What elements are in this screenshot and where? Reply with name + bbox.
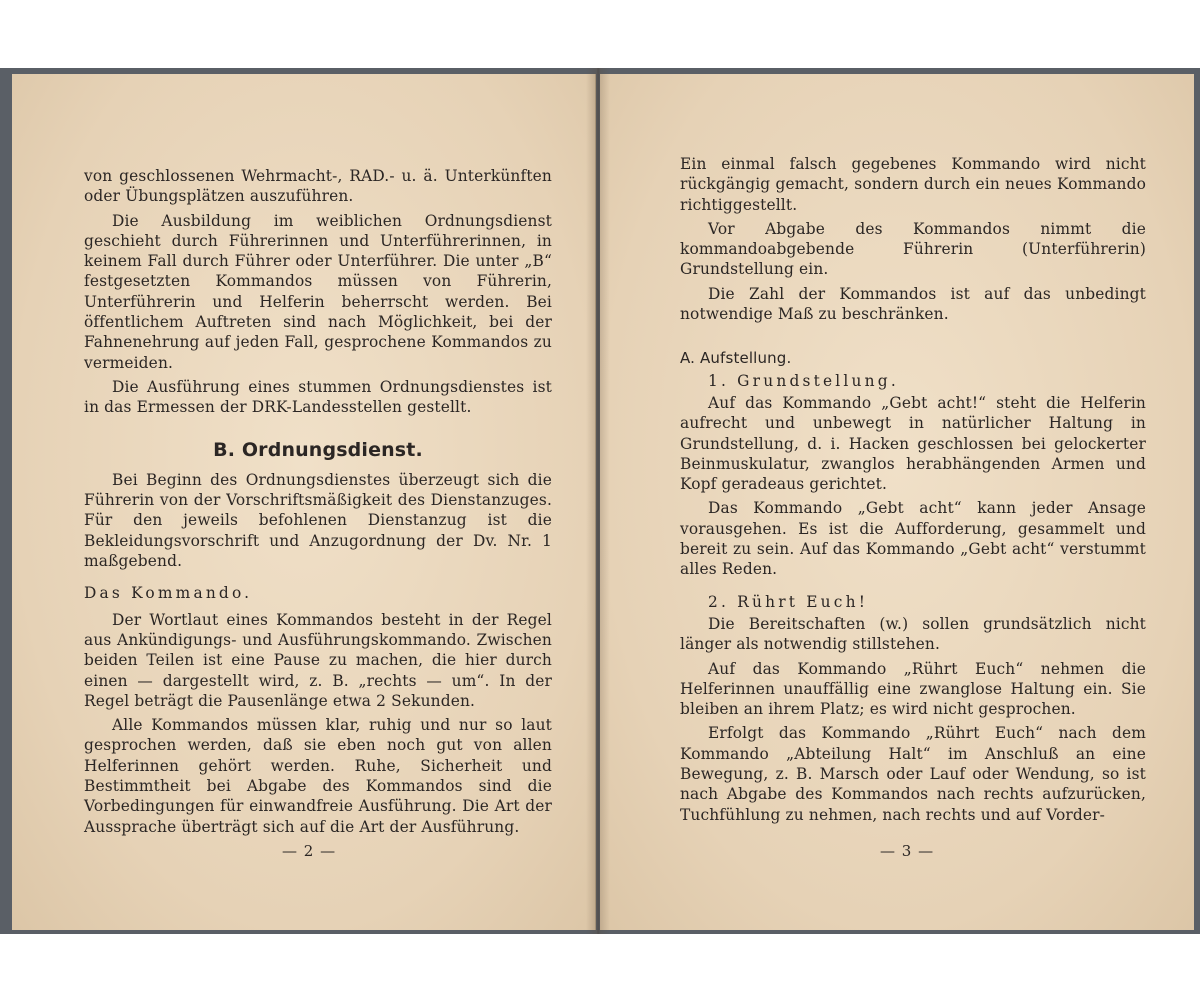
- right-page-text: [680, 154, 1146, 829]
- subheading: Das Kommando.: [84, 584, 253, 603]
- page-number: — 3 —: [880, 842, 935, 860]
- section-heading: B. Ordnungsdienst.: [213, 438, 423, 461]
- paragraph: Vor Abgabe des Kommandos nimmt die kommandoabgebende Führerin (Unterführerin) Grundstellung ein.: [680, 219, 1146, 279]
- paragraph: Die Ausführung eines stummen Ordnungsdienstes ist in das Ermessen der DRK-Landesstellen gestellt.: [84, 377, 552, 417]
- paragraph: Ein einmal falsch gegebenes Kommando wird nicht rückgängig gemacht, sondern durch ein neues Kommando richtiggestellt.: [680, 155, 1146, 214]
- paragraph: Das Kommando „Gebt acht“ kann jeder Ansage vorausgehen. Es ist die Aufforderung, gesammelt und bereit zu sein. Auf das Kommando „Gebt acht“ verstummt alles Reden.: [680, 499, 1146, 579]
- paragraph: Die Ausbildung im weiblichen Ordnungsdienst geschieht durch Führerinnen und Unterführerinnen, in keinem Fall durch Führer oder Unterführer. Die unter „B“ festgesetzten Kommandos müssen von Führerin, Unterführerin und Helferin beherrscht werden. Bei öffentlichem Auftreten sind nach Möglichkeit, bei der Fahnenehrung auf jeden Fall, gesprochene Kommandos zu vermeiden.: [84, 211, 552, 372]
- paragraph: Die Bereitschaften (w.) sollen grundsätzlich nicht länger als notwendig stillstehen.: [680, 614, 1146, 654]
- paragraph: Auf das Kommando „Gebt acht!“ steht die Helferin aufrecht und unbewegt in natürlicher Haltung in Grundstellung, d. i. Hacken geschlossen bei gelockerter Beinmuskulatur, zwanglos herabhängenden Armen und Kopf geradeaus gerichtet.: [680, 393, 1146, 494]
- left-page: [12, 74, 596, 930]
- paragraph: Der Wortlaut eines Kommandos besteht in der Regel aus Ankündigungs- und Ausführungskommando. Zwischen beiden Teilen ist eine Pause zu machen, die hier durch einen — dargestellt wird, z. B. „rechts — um“. In der Regel beträgt die Pausenlänge etwa 2 Sekunden.: [84, 610, 552, 710]
- paragraph: Erfolgt das Kommando „Rührt Euch“ nach dem Kommando „Abteilung Halt“ im Anschluß an eine Bewegung, z. B. Marsch oder Lauf oder Wendung, so ist nach Abgabe des Kommandos nach rechts aufzurücken, Tuchfühlung zu nehmen, nach rechts und auf Vorder-: [680, 724, 1146, 824]
- right-page: [600, 74, 1194, 930]
- paragraph: Auf das Kommando „Rührt Euch“ nehmen die Helferinnen unauffällig eine zwanglose Haltung ein. Sie bleiben an ihrem Platz; es wird nicht gesprochen.: [680, 659, 1146, 719]
- paragraph: von geschlossenen Wehrmacht-, RAD.- u. ä. Unterkünften oder Übungsplätzen auszuführen.: [84, 167, 552, 206]
- paragraph: Alle Kommandos müssen klar, ruhig und nur so laut gesprochen werden, daß sie eben noch gut von allen Helferinnen gehört werden. Ruhe, Sicherheit und Bestimmtheit bei Abgabe des Kommandos sind die Vorbedingungen für einwandfreie Ausführung. Die Art der Aussprache überträgt sich auf die Art der Ausführung.: [84, 716, 552, 836]
- page-number: — 2 —: [282, 842, 337, 860]
- left-page-text: [84, 166, 552, 841]
- item-title: 1. Grundstellung.: [708, 371, 899, 390]
- paragraph: Die Zahl der Kommandos ist auf das unbedingt notwendige Maß zu beschränken.: [680, 284, 1146, 324]
- paragraph: Bei Beginn des Ordnungsdienstes überzeugt sich die Führerin von der Vorschriftsmäßigkeit des Dienstanzuges. Für den jeweils befohlenen Dienstanzug ist die Bekleidungsvorschrift und Anzugordnung der Dv. Nr. 1 maßgebend.: [84, 470, 552, 571]
- section-heading: A. Aufstellung.: [680, 349, 792, 368]
- open-booklet: [0, 68, 1200, 934]
- item-title: 2. Rührt Euch!: [708, 592, 869, 611]
